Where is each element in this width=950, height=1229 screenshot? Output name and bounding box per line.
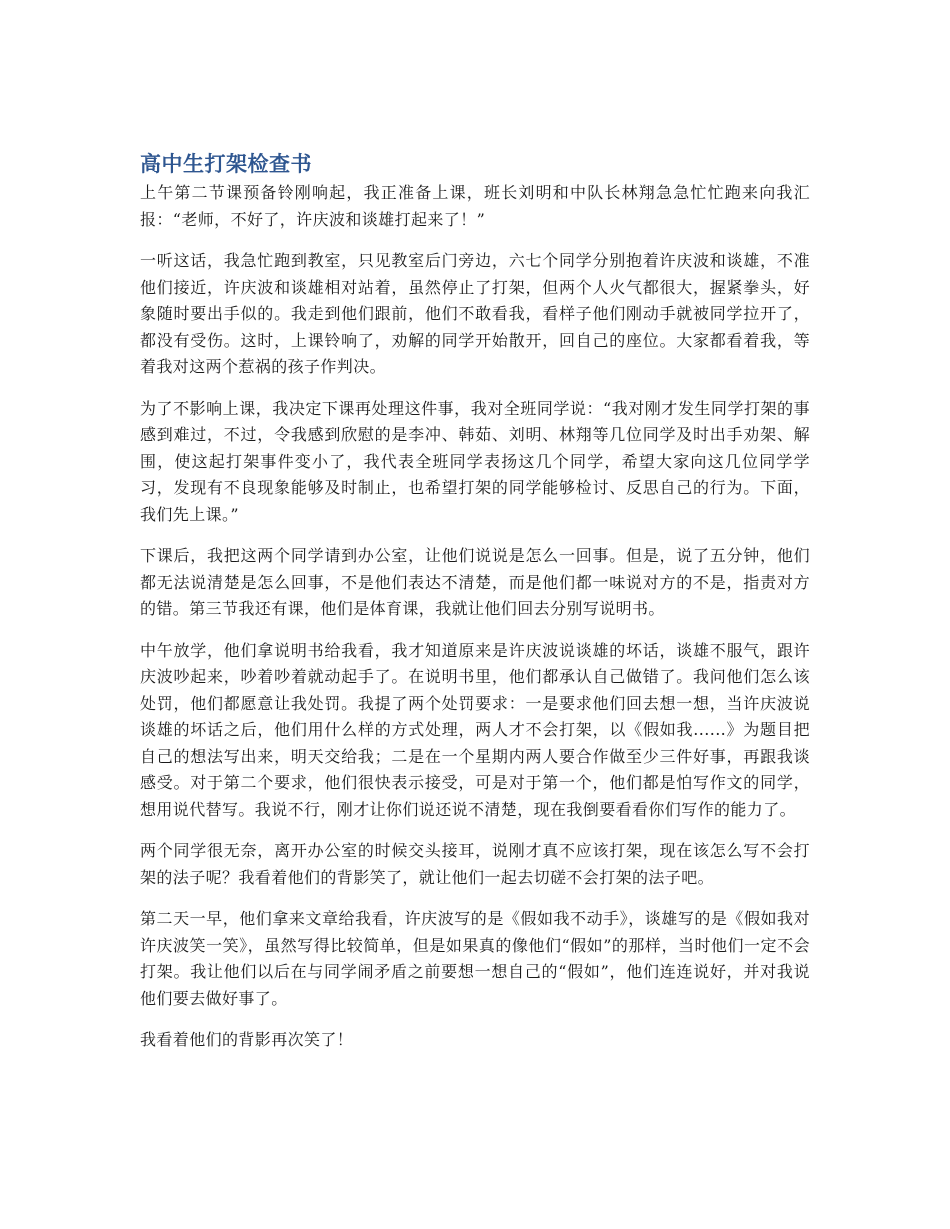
paragraph: 为了不影响上课，我决定下课再处理这件事，我对全班同学说：“我对刚才发生同学打架的事感到难过，不过，令我感到欣慰的是李冲、韩茹、刘明、林翔等几位同学及时出手劝架、解围，使这起打架事件变小了，我代表全班同学表扬这几个同学，希望大家向这几位同学学习，发现有不良现象能够及时制止，也希望打架的同学能够检讨、反思自己的行为。下面，我们先上课。” [140, 398, 810, 524]
paragraph: 中午放学，他们拿说明书给我看，我才知道原来是许庆波说谈雄的坏话，谈雄不服气，跟许庆波吵起来，吵着吵着就动起手了。在说明书里，他们都承认自己做错了。我问他们怎么该处罚，他们都愿意让我处罚。我提了两个处罚要求：一是要求他们回去想一想，当许庆波说谈雄的坏话之后，他们用什么样的方式处理，两人才不会打架，以《假如我......》为题目把自己的想法写出来，明天交给我；二是在一个星期内两人要合作做至少三件好事，再跟我谈感受。对于第二个要求，他们很快表示接受，可是对于第一个，他们都是怕写作文的同学，想用说代替写。我说不行，刚才让你们说还说不清楚，现在我倒要看看你们写作的能力了。 [140, 640, 810, 819]
paragraph: 下课后，我把这两个同学请到办公室，让他们说说是怎么一回事。但是，说了五分钟，他们都无法说清楚是怎么回事，不是他们表达不清楚，而是他们都一味说对方的不是，指责对方的错。第三节我还有课，他们是体育课，我就让他们回去分别写说明书。 [140, 546, 810, 618]
document-title: 高中生打架检查书 [140, 152, 312, 176]
paragraph: 两个同学很无奈，离开办公室的时候交头接耳，说刚才真不应该打架，现在该怎么写不会打架的法子呢？我看着他们的背影笑了，就让他们一起去切磋不会打架的法子吧。 [140, 841, 810, 887]
document-page [140, 148, 810, 1069]
paragraph: 一听这话，我急忙跑到教室，只见教室后门旁边，六七个同学分别抱着许庆波和谈雄，不准他们接近，许庆波和谈雄相对站着，虽然停止了打架，但两个人火气都很大，握紧拳头，好象随时要出手似的。我走到他们跟前，他们不敢看我，看样子他们刚动手就被同学拉开了，都没有受伤。这时，上课铃响了，劝解的同学开始散开，回自己的座位。大家都看着我，等着我对这两个惹祸的孩子作判决。 [140, 251, 810, 376]
paragraph: 我看着他们的背影再次笑了！ [140, 1030, 354, 1049]
paragraph: 上午第二节课预备铃刚响起，我正准备上课，班长刘明和中队长林翔急急忙忙跑来向我汇报：“老师，不好了，许庆波和谈雄打起来了！” [140, 183, 810, 229]
paragraph: 第二天一早，他们拿来文章给我看，许庆波写的是《假如我不动手》，谈雄写的是《假如我对许庆波笑一笑》，虽然写得比较简单，但是如果真的像他们“假如”的那样，当时他们一定不会打架。我让他们以后在与同学闹矛盾之前要想一想自己的“假如”，他们连连说好，并对我说他们要去做好事了。 [140, 909, 810, 1008]
